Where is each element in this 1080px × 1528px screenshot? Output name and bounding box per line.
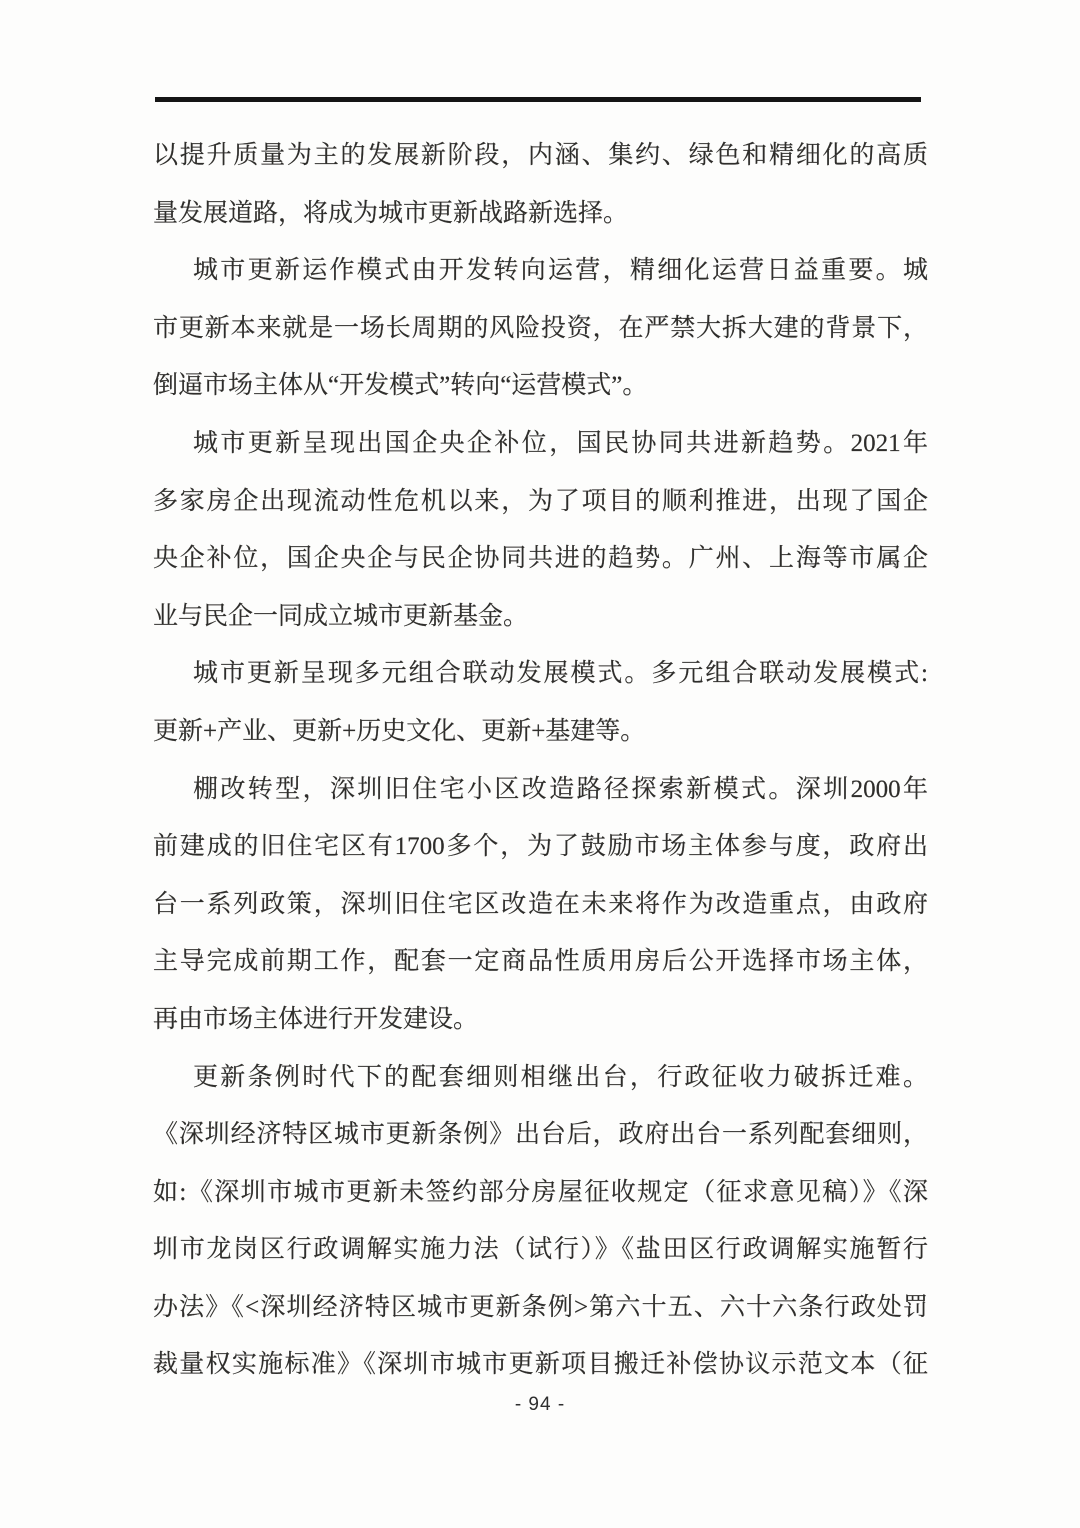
- paragraph: [153, 1049, 928, 1395]
- text-line: 城市更新呈现出国企央企补位，国民协同共进新趋势。2021年: [193, 429, 928, 457]
- paragraph: [153, 645, 928, 760]
- text-line: 如:《深圳市城市更新未签约部分房屋征收规定（征求意见稿）》《深: [153, 1178, 928, 1206]
- text-line: 裁量权实施标准》《深圳市城市更新项目搬迁补偿协议示范文本（征: [153, 1351, 928, 1379]
- text-line: 城市更新呈现多元组合联动发展模式。多元组合联动发展模式:: [193, 660, 928, 688]
- text-line: 以提升质量为主的发展新阶段，内涵、集约、绿色和精细化的高质: [153, 142, 928, 169]
- text-line: 主导完成前期工作，配套一定商品性质用房后公开选择市场主体，: [153, 948, 928, 976]
- paragraph: [153, 242, 928, 415]
- text-line: 市更新本来就是一场长周期的风险投资，在严禁大拆大建的背景下，: [153, 314, 928, 342]
- paragraph: [153, 127, 928, 242]
- paragraph: [153, 415, 928, 645]
- paragraph: [153, 761, 928, 1049]
- text-line: 办法》《<深圳经济特区城市更新条例>第六十五、六十六条行政处罚: [153, 1293, 928, 1321]
- text-line: 台一系列政策，深圳旧住宅区改造在未来将作为改造重点，由政府: [153, 890, 928, 918]
- header-rule: [155, 97, 921, 102]
- text-line: 《深圳经济特区城市更新条例》出台后，政府出台一系列配套细则，: [153, 1121, 928, 1149]
- text-line: 更新条例时代下的配套细则相继出台，行政征收力破拆迁难。: [193, 1063, 928, 1091]
- page-body-text: [153, 127, 928, 1394]
- text-line: 圳市龙岗区行政调解实施力法（试行）》《盐田区行政调解实施暂行: [153, 1236, 928, 1264]
- text-line: 更新+产业、更新+历史文化、更新+基建等。: [153, 717, 646, 745]
- text-line: 棚改转型，深圳旧住宅小区改造路径探索新模式。深圳2000年: [193, 775, 928, 803]
- text-line: 多家房企出现流动性危机以来，为了项目的顺利推进，出现了国企: [153, 487, 928, 515]
- page-number: - 94 -: [514, 1394, 566, 1415]
- text-line: 业与民企一同成立城市更新基金。: [153, 602, 529, 630]
- text-line: 城市更新运作模式由开发转向运营，精细化运营日益重要。城: [193, 257, 928, 285]
- text-line: 倒逼市场主体从“开发模式”转向“运营模式”。: [153, 372, 648, 400]
- text-line: 前建成的旧住宅区有1700多个，为了鼓励市场主体参与度，政府出: [153, 833, 928, 861]
- text-line: 再由市场主体进行开发建设。: [153, 1005, 479, 1033]
- text-line: 量发展道路，将成为城市更新战路新选择。: [153, 199, 629, 227]
- text-line: 央企补位，国企央企与民企协同共进的趋势。广州、上海等市属企: [153, 545, 928, 573]
